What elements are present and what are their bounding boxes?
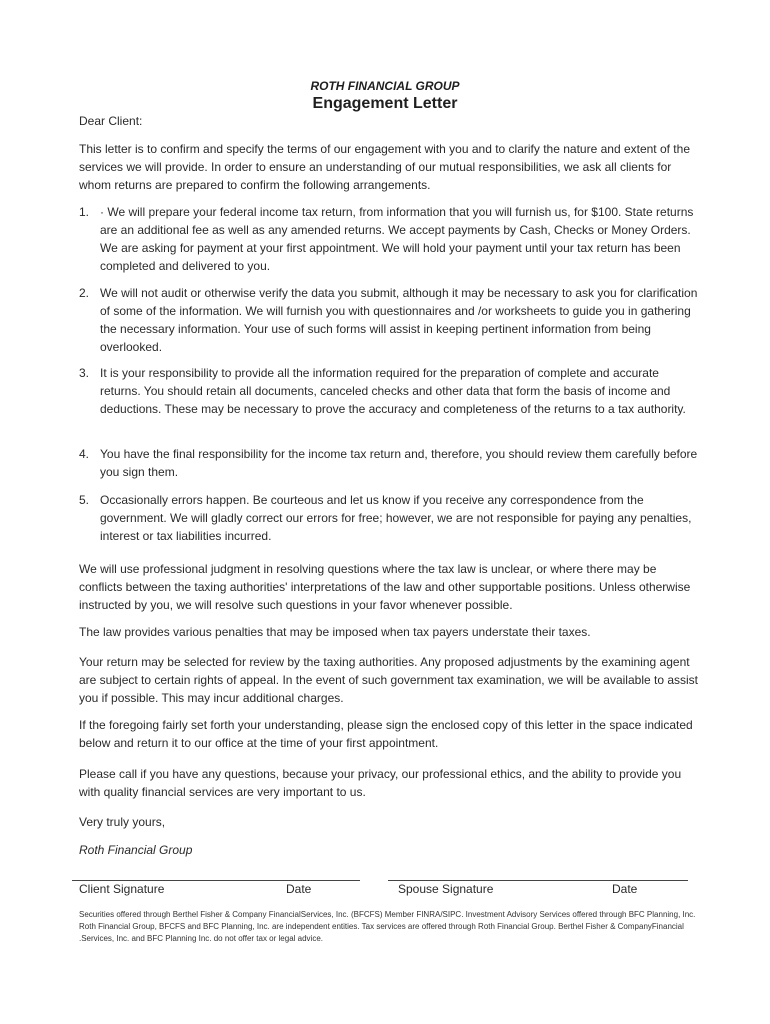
judgment-paragraph: We will use professional judgment in resolving questions where the tax law is unclear, or where there may be conflicts between the taxing authorities' interpretations of the law and other supportable positions. Unless otherwise instructed by you, we will resolve such questions in your favor whenever possible. [79,562,691,612]
client-date-label: Date [286,882,312,896]
list-item-text: It is your responsibility to provide all the information required for the preparation of complete and accurate returns. You should retain all documents, canceled checks and other data that form the basis of income and deductions. These may be necessary to prove the accuracy and completeness of the returns to a tax authority. [100,366,686,416]
salutation: Dear Client: [79,114,143,128]
client-signature-label: Client Signature [79,882,165,896]
review-paragraph: Your return may be selected for review by the taxing authorities. Any proposed adjustments by the examining agent are subject to certain rights of appeal. In the event of such government tax examination, we will be available to assist you if possible. This may incur additional charges. [79,655,699,705]
signature-name: Roth Financial Group [79,843,193,857]
list-item-text: · We will prepare your federal income tax return, from information that you will furnish us, for $100. State returns are an additional fee as well as any amended returns. We accept payments by Cash, Checks or Money Orders. We are asking for payment at your first appointment. We will hold your payment until your tax return has been completed and delivered to you. [100,205,694,273]
closing: Very truly yours, [79,815,166,829]
list-item [79,491,699,545]
client-signature-line [72,880,360,881]
list-item-text: We will not audit or otherwise verify the data you submit, although it may be necessary to ask you for clarification of some of the information. We will furnish you with questionnaires and /or worksheets to guide you in gathering the necessary information. Your use of such forms will assist in keeping pertinent information from being overlooked. [100,286,698,354]
penalties-paragraph: The law provides various penalties that may be imposed when tax payers understate their taxes. [79,625,591,639]
firm-name: ROTH FINANCIAL GROUP [310,79,460,93]
list-item-number: 4. [79,447,90,461]
page-title: Engagement Letter [312,95,458,112]
list-item-number: 3. [79,366,90,380]
list-item [79,203,699,275]
call-paragraph: Please call if you have any questions, because your privacy, our professional ethics, and the ability to provide you with quality financial services are very important to us. [79,767,682,799]
sign-paragraph: If the foregoing fairly set forth your understanding, please sign the enclosed copy of this letter in the space indicated below and return it to our office at the time of your first appointment. [79,718,693,750]
spouse-signature-label: Spouse Signature [398,882,494,896]
list-item [79,284,699,356]
footer-disclaimer: Securities offered through Berthel Fisher & Company FinancialServices, Inc. (BFCFS) Member FINRA/SIPC. Investment Advisory Services offered through BFC Planning, Inc. Roth Financial Group, BFCFS and BFC Planning, Inc. are independent entities. Tax services are offered through Roth Financial Group. Berthel Fisher & CompanyFinancial .Services, Inc. and BFC Planning Inc. do not offer tax or legal advice. [79,910,696,943]
list-item [79,445,699,481]
list-item [79,364,699,418]
intro-paragraph: This letter is to confirm and specify the terms of our engagement with you and to clarify the nature and extent of the services we will provide. In order to ensure an understanding of our mutual responsibilities, we ask all clients for whom returns are prepared to confirm the following arrangements. [79,142,690,192]
list-item-number: 2. [79,286,90,300]
list-item-number: 1. [79,205,90,219]
spouse-date-label: Date [612,882,638,896]
list-item-number: 5. [79,493,90,507]
spouse-signature-line [388,880,688,881]
list-item-text: Occasionally errors happen. Be courteous and let us know if you receive any correspondence from the government. We will gladly correct our errors for free; however, we are not responsible for paying any penalties, interest or tax liabilities incurred. [100,493,692,543]
list-item-text: You have the final responsibility for the income tax return and, therefore, you should review them carefully before you sign them. [100,447,698,479]
